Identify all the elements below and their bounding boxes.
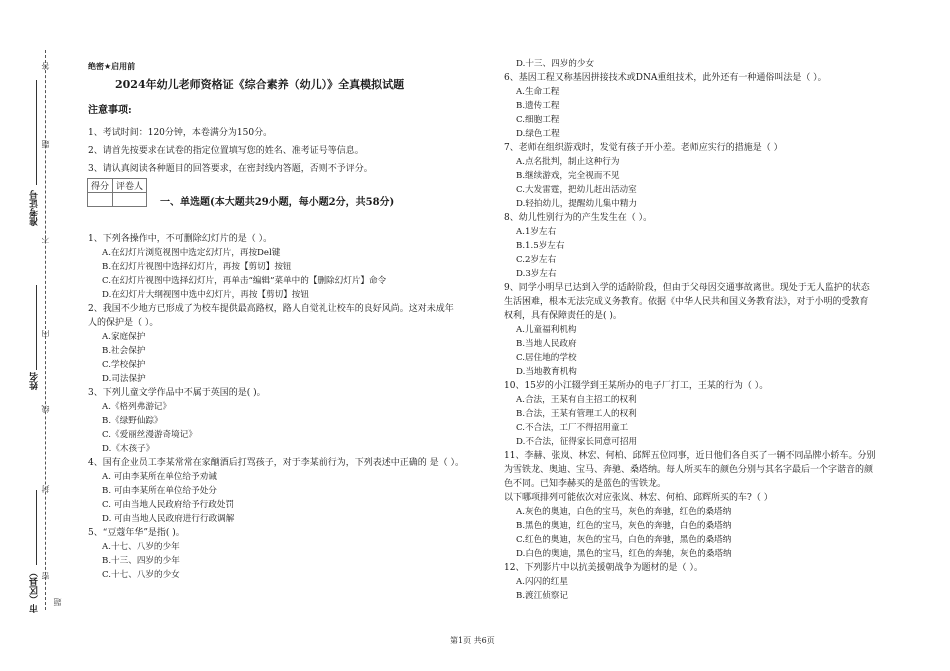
page-title: 2024年幼儿老师资格证《综合素养（幼儿）》全真模拟试题 bbox=[115, 78, 405, 91]
question-7: 7、老师在组织游戏时，发觉有孩子开小差。老师应实行的措施是（ ） bbox=[504, 143, 783, 153]
right-column bbox=[504, 57, 875, 603]
option: A.合法，王某有自主招工的权利 bbox=[516, 395, 637, 405]
option: C. 可由当地人民政府给予行政处罚 bbox=[102, 500, 235, 510]
option: B. 可由李某所在单位给予处分 bbox=[102, 486, 217, 496]
question-4: 4、国有企业员工李某常常在家酗酒后打骂孩子，对于李某前行为，下列表述中正确的 是（ ）。 bbox=[88, 458, 464, 468]
option: B.渡江侦察记 bbox=[516, 591, 569, 601]
seal-char: 线 bbox=[41, 405, 50, 413]
question-8: 8、幼儿性别行为的产生发生在（ ）。 bbox=[504, 213, 653, 223]
name-label: 姓名 bbox=[30, 372, 40, 390]
question-11-cont: 色不同。已知李赫买的是蓝色的雪铁龙。 bbox=[504, 479, 667, 489]
option: D.轻拍幼儿，提醒幼儿集中精力 bbox=[516, 199, 638, 209]
page-number: 第1页 共6页 bbox=[450, 636, 495, 645]
exam-number-label: 准考证号 bbox=[30, 190, 40, 226]
option: B.合法，王某有管理工人的权利 bbox=[516, 409, 637, 419]
option: B.十三、四岁的少年 bbox=[102, 556, 180, 566]
option: A.灰色的奥迪，白色的宝马，灰色的奔驰，红色的桑塔纳 bbox=[516, 507, 732, 517]
option: C.大发雷霆，把幼儿赶出活动室 bbox=[516, 185, 637, 195]
question-6: 6、基因工程又称基因拼接技术或DNA重组技术，此外还有一种通俗叫法是（ ）。 bbox=[504, 73, 827, 83]
option: B.当地人民政府 bbox=[516, 339, 577, 349]
section-title: 一、单选题(本大题共29小题，每小题2分，共58分) bbox=[160, 197, 395, 208]
option: B.黑色的奥迪，红色的宝马，灰色的奔驰，白色的桑塔纳 bbox=[516, 521, 732, 531]
option: D.白色的奥迪，黑色的宝马，红色的奔驰，灰色的桑塔纳 bbox=[516, 549, 732, 559]
question-12: 12、下列影片中以抗美援朝战争为题材的是（ ）。 bbox=[504, 563, 703, 573]
question-3: 3、下列儿童文学作品中不属于英国的是( )。 bbox=[88, 388, 266, 398]
note-item: 3、请认真阅读各种题目的回答要求，在密封线内答题，否则不予评分。 bbox=[88, 164, 373, 174]
seal-char: 不 bbox=[41, 235, 50, 243]
option: A.家庭保护 bbox=[102, 332, 146, 342]
question-9: 9、同学小明早已达到入学的适龄阶段，但由于父母因交通事故离世。现处于无人监护的状态 bbox=[504, 283, 870, 293]
score-box bbox=[87, 178, 147, 207]
question-2-cont: 人的保护是（ ）。 bbox=[88, 318, 159, 328]
option: C.十七、八岁的少女 bbox=[102, 570, 180, 580]
question-11-cont: 以下哪项排列可能依次对应张岚、林宏、何柏、邱辉所买的车?（ ） bbox=[504, 493, 773, 503]
grader-cell[interactable] bbox=[113, 193, 147, 207]
question-11: 11、李赫、张岚、林宏、何柏、邱辉五位同事，近日他们各自买了一辆不同品牌小轿车。分别 bbox=[504, 451, 876, 461]
option: C.学校保护 bbox=[102, 360, 146, 370]
question-5: 5、“豆蔻年华”是指( )。 bbox=[88, 528, 185, 538]
option: D.3岁左右 bbox=[516, 269, 557, 279]
option: B.继续游戏，完全视而不见 bbox=[516, 171, 620, 181]
option: A. 可由李某所在单位给予劝诫 bbox=[102, 472, 217, 482]
exam-number-line bbox=[36, 80, 37, 185]
option: D.《木孩子》 bbox=[102, 444, 155, 454]
option: C.在幻灯片视图中选择幻灯片，再单击“编辑”菜单中的【删除幻灯片】命令 bbox=[102, 276, 387, 286]
question-10: 10、15岁的小江辍学到王某所办的电子厂打工，王某的行为（ ）。 bbox=[504, 381, 769, 391]
option: A.在幻灯片浏览视图中选定幻灯片，再按Del键 bbox=[102, 248, 281, 258]
seal-char: 题 bbox=[41, 140, 50, 148]
option: D.在幻灯片大纲视图中选中幻灯片，再按【剪切】按钮 bbox=[102, 290, 309, 300]
notes-heading: 注意事项: bbox=[88, 105, 132, 116]
seal-char: 密 bbox=[41, 572, 50, 580]
option: D.司法保护 bbox=[102, 374, 146, 384]
left-column bbox=[88, 232, 464, 582]
score-label: 得分 bbox=[88, 179, 113, 193]
note-item: 2、请首先按要求在试卷的指定位置填写您的姓名、准考证号等信息。 bbox=[88, 146, 364, 156]
seal-char: 答 bbox=[41, 62, 50, 70]
option: D.绿色工程 bbox=[516, 129, 560, 139]
option: B.《绿野仙踪》 bbox=[102, 416, 163, 426]
option: A.《格列弗游记》 bbox=[102, 402, 172, 412]
option: A.儿童福利机构 bbox=[516, 325, 577, 335]
option: C.细胞工程 bbox=[516, 115, 560, 125]
score-cell[interactable] bbox=[88, 193, 113, 207]
option: C.2岁左右 bbox=[516, 255, 557, 265]
option: B.社会保护 bbox=[102, 346, 146, 356]
question-11-cont: 为雪铁龙、奥迪、宝马、奔驰、桑塔纳。每人所买车的颜色分别与其名字最后一个字谐音的颜 bbox=[504, 465, 874, 475]
option: B.遗传工程 bbox=[516, 101, 560, 111]
option: D.当地教育机构 bbox=[516, 367, 577, 377]
option: D. 可由当地人民政府进行行政调解 bbox=[102, 514, 235, 524]
grader-label: 评卷人 bbox=[113, 179, 147, 193]
option: C.居住地的学校 bbox=[516, 353, 577, 363]
option: D.十三、四岁的少女 bbox=[516, 59, 595, 69]
option: A.十七、八岁的少年 bbox=[102, 542, 180, 552]
region-label: 市（区县） bbox=[30, 568, 40, 613]
option: A.生命工程 bbox=[516, 87, 560, 97]
note-item: 1、考试时间：120分钟，本卷满分为150分。 bbox=[88, 128, 273, 138]
secret-mark: 绝密★启用前 bbox=[88, 62, 136, 71]
option: C.红色的奥迪，灰色的宝马，白色的奔驰，黑色的桑塔纳 bbox=[516, 535, 732, 545]
option: A.闪闪的红星 bbox=[516, 577, 568, 587]
seal-char: 内 bbox=[41, 330, 50, 338]
option: A.1岁左右 bbox=[516, 227, 557, 237]
question-2: 2、我国不少地方已形成了为校车提供最高路权，路人自觉礼让校车的良好风尚。这对未成年 bbox=[88, 304, 454, 314]
seal-char: 封 bbox=[41, 485, 50, 493]
option: C.不合法，工厂不得招用童工 bbox=[516, 423, 629, 433]
option: D.不合法，征得家长同意可招用 bbox=[516, 437, 638, 447]
option: B.在幻灯片视图中选择幻灯片，再按【剪切】按钮 bbox=[102, 262, 292, 272]
question-9-cont: 权利，具有保障责任的是( )。 bbox=[504, 311, 622, 321]
region-line bbox=[36, 490, 37, 565]
name-line bbox=[36, 285, 37, 370]
option: C.《爱丽丝漫游奇境记》 bbox=[102, 430, 197, 440]
option: A.点名批判，制止这种行为 bbox=[516, 157, 620, 167]
seal-char: 题 bbox=[53, 598, 62, 606]
question-1: 1、下列各操作中，不可删除幻灯片的是（ ）。 bbox=[88, 234, 273, 244]
question-9-cont: 生活困难，根本无法完成义务教育。依据《中华人民共和国义务教育法》，对于小明的受教育 bbox=[504, 297, 869, 307]
option: B.1.5岁左右 bbox=[516, 241, 565, 251]
